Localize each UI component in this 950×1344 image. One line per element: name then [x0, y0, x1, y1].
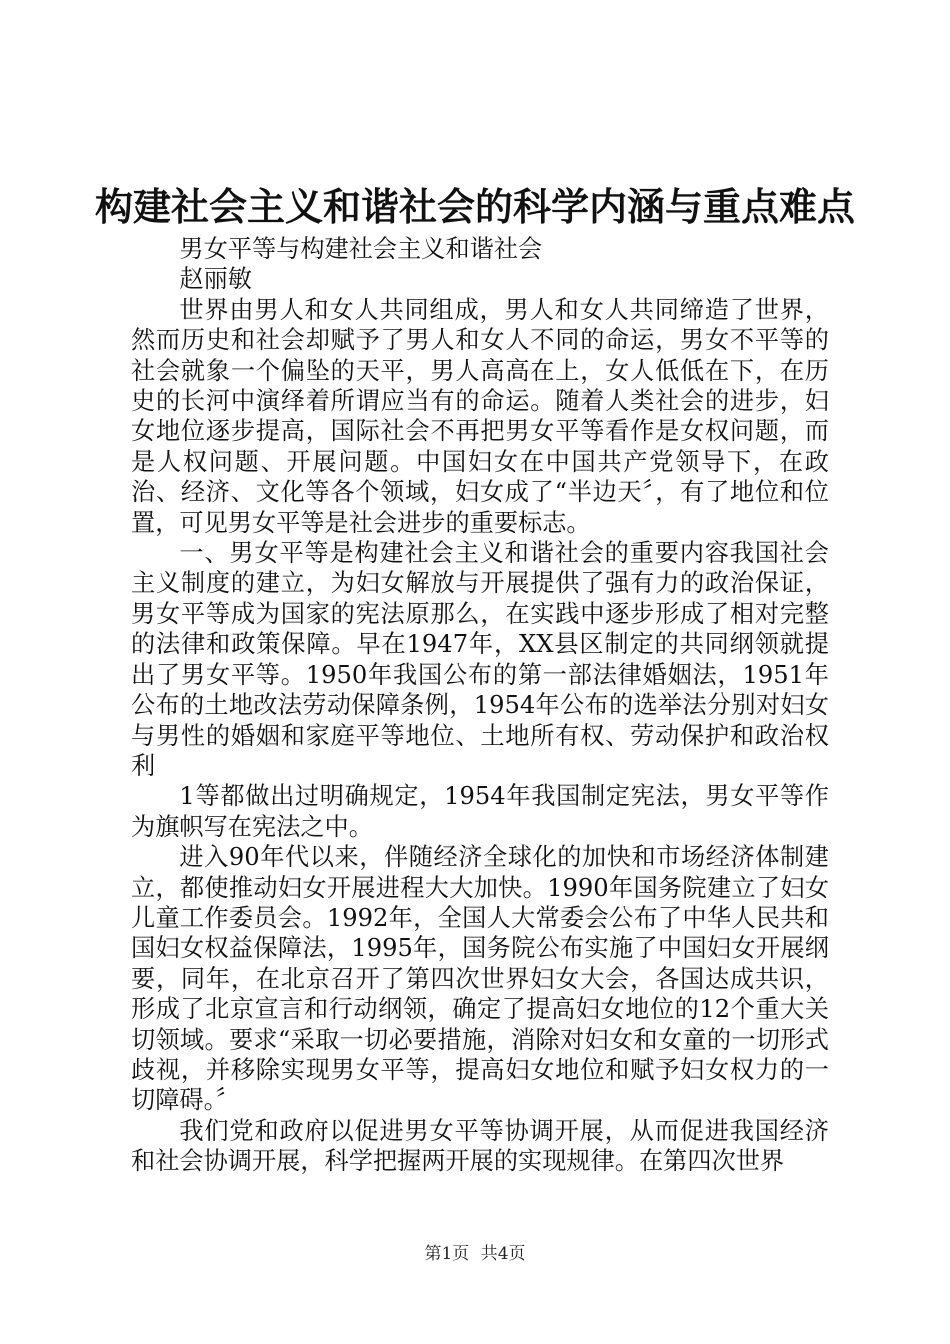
body-paragraph: 进入90年代以来，伴随经济全球化的加快和市场经济体制建立，都使推动妇女开展进程大大加快。1990年国务院建立了妇女儿童工作委员会。1992年，全国人大常委会公布了中华人民共和国妇女权益保障法，1995年，国务院公布实施了中国妇女开展纲要，同年，在北京召开了第四次世界妇女大会，各国达成共识，形成了北京宣言和行动纲领，确定了提高妇女地位的12个重大关切领域。要求“采取一切必要措施，消除对妇女和女童的一切形式歧视，并移除实现男女平等，提高妇女地位和赋予妇女权力的一切障碍。〞 [131, 843, 829, 1115]
page-footer [0, 1243, 950, 1265]
page-number-current: 第1页 [424, 1244, 470, 1264]
document-author: 赵丽敏 [179, 265, 252, 294]
body-paragraph: 世界由男人和女人共同组成，男人和女人共同缔造了世界，然而历史和社会却赋予了男人和女人不同的命运，男女不平等的社会就象一个偏坠的天平，男人高高在上，女人低低在下，在历史的长河中演绎着所谓应当有的命运。随着人类社会的进步，妇女地位逐步提高，国际社会不再把男女平等看作是女权问题，而是人权问题、开展问题。中国妇女在中国共产党领导下，在政治、经济、文化等各个领域，妇女成了“半边天〞，有了地位和位置，可见男女平等是社会进步的重要标志。 [131, 295, 829, 537]
body-paragraph: 一、男女平等是构建社会主义和谐社会的重要内容我国社会主义制度的建立，为妇女解放与开展提供了强有力的政治保证，男女平等成为国家的宪法原那么，在实践中逐步形成了相对完整的法律和政策保障。早在1947年，XX县区制定的共同纲领就提出了男女平等。1950年我国公布的第一部法律婚姻法，1951年公布的土地改法劳动保障条例，1954年公布的选举法分别对妇女与男性的婚姻和家庭平等地位、土地所有权、劳动保护和政治权利 [131, 539, 829, 780]
document-body [131, 234, 829, 1177]
document-title: 构建社会主义和谐社会的科学内涵与重点难点 [94, 184, 855, 229]
page-number-total: 共4页 [480, 1244, 526, 1264]
body-paragraph: 我们党和政府以促进男女平等协调开展，从而促进我国经济和社会协调开展，科学把握两开展的实现规律。在第四次世界 [131, 1116, 829, 1176]
body-paragraph: 1等都做出过明确规定，1954年我国制定宪法，男女平等作为旗帜写在宪法之中。 [131, 782, 829, 841]
document-subtitle: 男女平等与构建社会主义和谐社会 [179, 235, 543, 263]
